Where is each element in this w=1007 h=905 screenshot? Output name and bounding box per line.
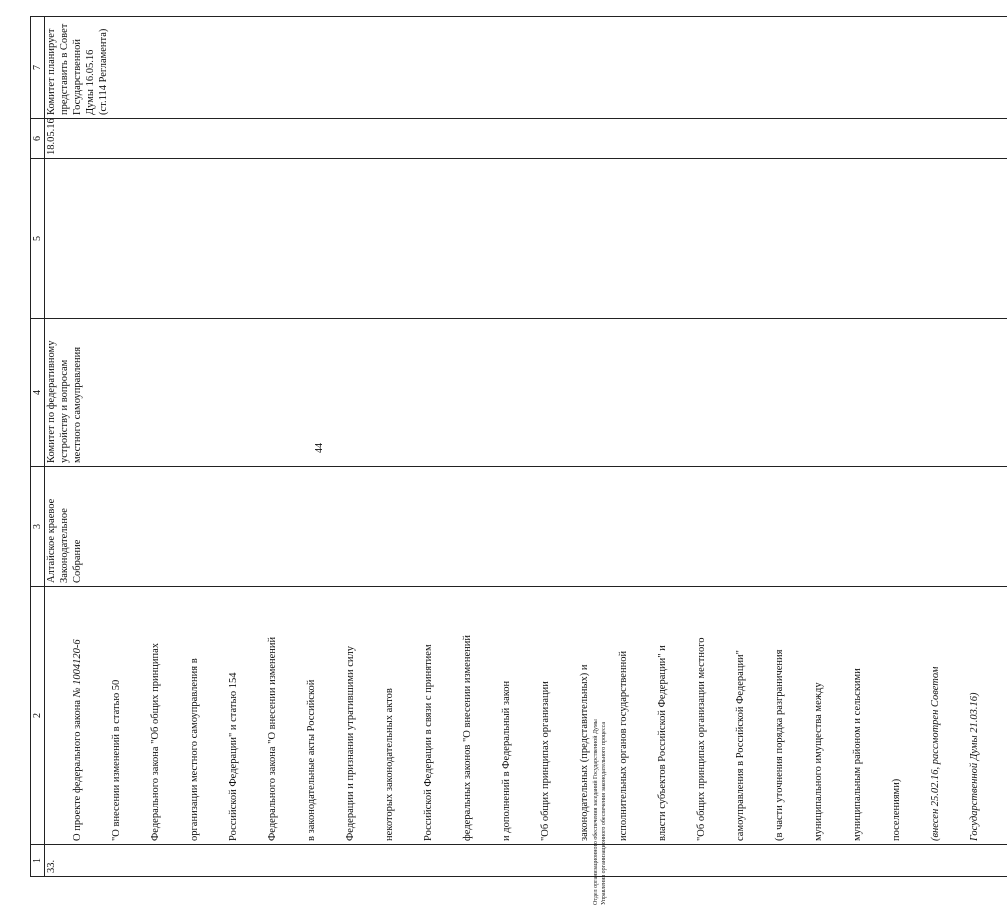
initiator: Алтайское краевое Законодательное Собрание: [45, 467, 1007, 587]
header-cell: 4: [31, 319, 45, 467]
header-cell: 7: [31, 17, 45, 119]
bill-note: Государственной Думы 21.03.16): [969, 692, 980, 841]
header-cell: 2: [31, 587, 45, 845]
description-line: Федерации и признании утратившими силу: [345, 646, 356, 841]
description-line: власти субъектов Российской Федерации" и: [657, 645, 668, 841]
committee: Комитет по федеративному устройству и вопросам местного самоуправления: [45, 319, 1007, 467]
description-line: законодательных (представительных) и: [579, 664, 590, 841]
description-line: муниципального имущества между: [813, 682, 824, 841]
description-line: (в части уточнения порядка разграничения: [774, 649, 785, 841]
description-line: О проекте федерального закона № 1004120-6: [72, 639, 83, 841]
description-line: Федерального закона "О внесении изменений: [267, 636, 278, 841]
description-line: самоуправления в Российской Федерации": [735, 650, 746, 841]
footer: [592, 605, 608, 905]
header-cell: 1: [31, 845, 45, 877]
plan-note: Комитет планирует представить в Совет Государственной Думы 16.05.16 (ст.114 Регламента): [45, 17, 1007, 119]
description-line: поселениями): [891, 778, 902, 841]
description-line: и дополнений в Федеральный закон: [501, 680, 512, 841]
description-line: некоторых законодательных актов: [384, 688, 395, 841]
description-line: федеральных законов "О внесении изменений: [462, 635, 473, 841]
header-cell: 5: [31, 159, 45, 319]
description-line: исполнительных органов государственной: [618, 650, 629, 841]
table-header-row: [31, 17, 45, 877]
description-line: Федерального закона "Об общих принципах: [150, 642, 161, 841]
description-line: "Об общих принципах организации местного: [696, 637, 707, 841]
bill-note: (внесен 25.02.16, рассмотрен Советом: [930, 666, 941, 841]
footer-line: Отдел организационного обеспечения заседаний Государственной Думы: [593, 719, 599, 905]
page-number: 44: [314, 443, 325, 453]
bill-table: [30, 16, 1007, 877]
bill-description: [45, 587, 1007, 845]
header-cell: 3: [31, 467, 45, 587]
description-line: Российской Федерации в связи с принятием: [423, 644, 434, 841]
row-number: 33.: [45, 845, 1007, 877]
description-line: в законодательные акты Российской: [306, 679, 317, 841]
bill-number: № 1004120-6: [72, 639, 83, 698]
header-cell: 6: [31, 119, 45, 159]
column-5-cell: [45, 159, 1007, 319]
table-row: [45, 17, 1007, 877]
date: 18.05.16: [45, 119, 1007, 159]
description-line: "О внесении изменений в статью 50: [111, 679, 122, 841]
footer-line: Управления организационного обеспечения законодательного процесса: [601, 721, 607, 905]
description-line: Российской Федерации" и статью 154: [228, 672, 239, 841]
description-line: муниципальным районом и сельскими: [852, 668, 863, 841]
description-line: организации местного самоуправления в: [189, 658, 200, 841]
description-line: "Об общих принципах организации: [540, 681, 551, 841]
